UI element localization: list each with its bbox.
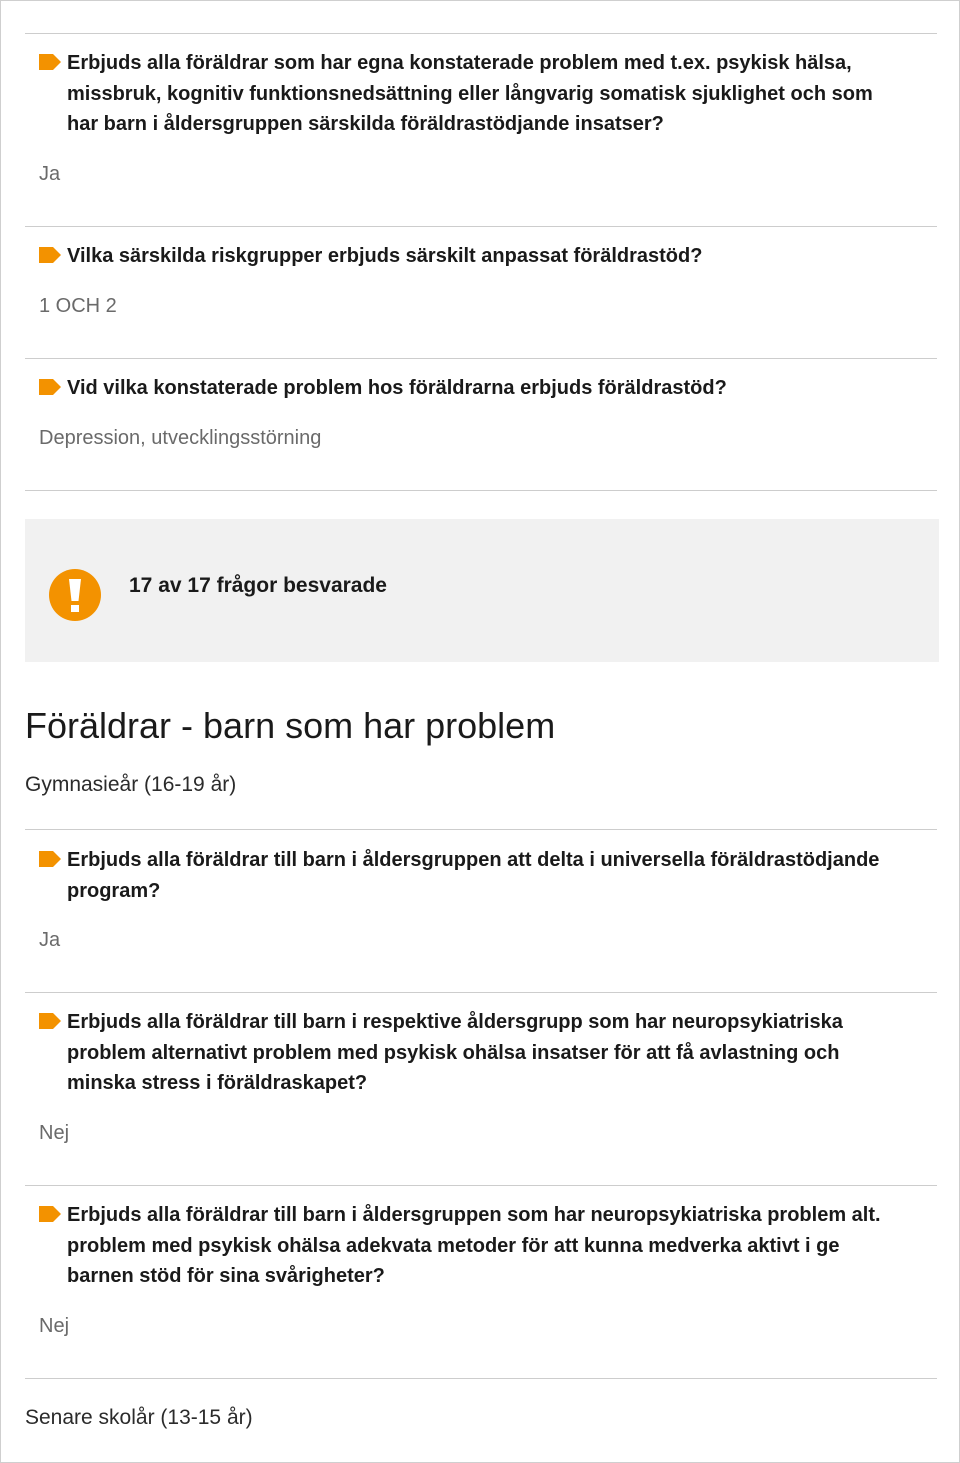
question-text: Erbjuds alla föräldrar till barn i åldersgruppen att delta i universella föräldrastödjande program? [67,849,880,902]
tag-icon [39,247,61,263]
answer-text: Ja [39,162,61,185]
answer-text: Nej [39,1314,70,1337]
tag-icon [39,851,61,867]
answer-text: Depression, utvecklingsstörning [39,426,322,449]
question-block [39,241,899,320]
question-block [39,48,899,188]
next-section-subtitle: Senare skolår (13-15 år) [25,1406,253,1429]
question-text: Vilka särskilda riskgrupper erbjuds särskilt anpassat föräldrastöd? [67,245,703,267]
tag-icon [39,379,61,395]
question-text: Vid vilka konstaterade problem hos föräldrarna erbjuds föräldrastöd? [67,377,727,399]
tag-icon [39,1206,61,1222]
answer-text: 1 OCH 2 [39,294,117,317]
question-text: Erbjuds alla föräldrar som har egna konstaterade problem med t.ex. psykisk hälsa, missbruk, kognitiv funktionsnedsättning eller långvarig somatisk sjuklighet och som har barn i åldersgruppen särskilda föräldrastödjande insatser? [67,52,873,135]
divider [25,490,937,491]
answer-text: Ja [39,929,61,951]
question-block [39,373,899,452]
divider [25,226,937,227]
question-block [39,845,899,954]
answer-text: Nej [39,1121,70,1144]
divider [25,33,937,34]
divider [25,1378,937,1379]
section-title: Föräldrar - barn som har problem [25,705,556,746]
answered-count: 17 av 17 frågor besvarade [129,574,387,597]
tag-icon [39,1013,61,1029]
question-block [39,1007,899,1147]
tag-icon [39,54,61,70]
divider [25,358,937,359]
exclamation-icon [48,568,102,622]
section-subtitle: Gymnasieår (16-19 år) [25,773,237,796]
divider [25,829,937,830]
divider [25,1185,937,1186]
question-text: Erbjuds alla föräldrar till barn i åldersgruppen som har neuropsykiatriska problem alt. problem med psykisk ohälsa adekvata metoder för att kunna medverka aktivt i ge barnen stöd för sina svårigheter? [67,1204,881,1287]
progress-notice [25,519,939,662]
question-text: Erbjuds alla föräldrar till barn i respektive åldersgrupp som har neuropsykiatriska problem alternativt problem med psykisk ohälsa insatser för att få avlastning och minska stress i föräldraskapet? [67,1011,843,1094]
divider [25,992,937,993]
question-block [39,1200,899,1340]
